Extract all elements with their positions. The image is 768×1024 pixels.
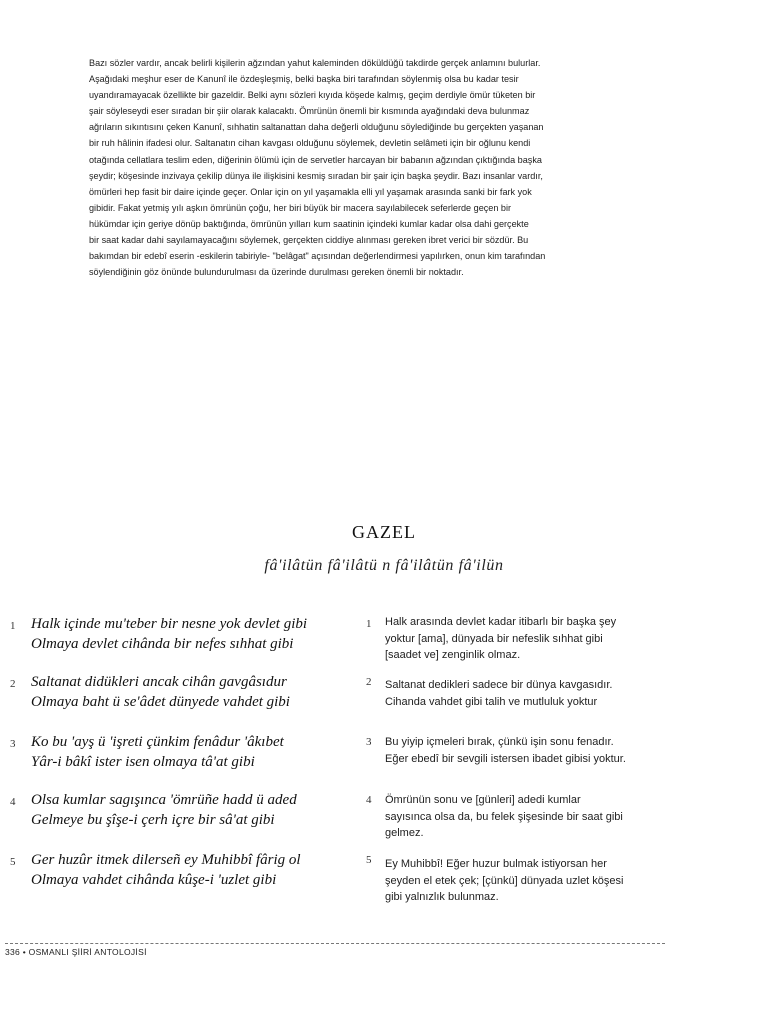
intro-line: söylendiğinin göz önünde bulundurulması da üzerinde durulması gereken önemli bir noktadır. <box>89 267 464 278</box>
verse-text <box>31 850 351 890</box>
verse-text <box>31 614 351 654</box>
verse-text <box>31 672 351 712</box>
translation-line: gelmez. <box>385 827 424 839</box>
poem-meter: fâ'ilâtün fâ'ilâtü n fâ'ilâtün fâ'ilün <box>264 557 504 574</box>
translation-number: 4 <box>366 794 372 806</box>
translation-text <box>385 734 665 767</box>
translation-line: Saltanat dedikleri sadece bir dünya kavgasıdır. <box>385 679 613 691</box>
verse-line: Olmaya vahdet cihânda kûşe-i 'uzlet gibi <box>31 872 277 888</box>
couplet-number: 1 <box>10 620 16 632</box>
couplet-number: 3 <box>10 738 16 750</box>
verse-text <box>31 732 351 772</box>
intro-line: ömürleri hep fasit bir daire içinde geçer. Onlar için on yıl yaşamakla elli yıl yaşamak arasında sanki bir fark yok <box>89 186 532 197</box>
translation-line: Bu yiyip içmeleri bırak, çünkü işin sonu fenadır. <box>385 736 614 748</box>
verse-line: Saltanat didükleri ancak cihân gavgâsıdur <box>31 674 287 690</box>
intro-line: şeydir; köşesinde inzivaya çekilip dünya ile ilişkisini kesmiş sıradan bir şair için başka şeydir. Bazı insanlar vardır, <box>89 170 543 181</box>
intro-paragraph <box>89 55 665 280</box>
verse-line: Olmaya baht ü se'âdet dünyede vahdet gibi <box>31 694 290 710</box>
couplet-number: 2 <box>10 678 16 690</box>
translation-number: 1 <box>366 618 372 630</box>
verse-line: Halk içinde mu'teber bir nesne yok devlet gibi <box>31 616 308 632</box>
translation-line: Cihanda vahdet gibi talih ve mutluluk yoktur <box>385 695 598 708</box>
translation-line: Eğer ebedî bir sevgili istersen ibadet gibisi yoktur. <box>385 752 626 765</box>
page-footer: 336 • OSMANLI ŞİİRİ ANTOLOJİSİ <box>5 947 147 957</box>
intro-line: otağında cellatlara teslim eden, diğerinin ölümü için de servetler harcayan bir babanın ağzından çıktığında başka <box>89 154 542 165</box>
translation-line: Ömrünün sonu ve [günleri] adedi kumlar <box>385 794 581 806</box>
footer-divider <box>5 943 665 944</box>
verse-line: Gelmeye bu şîşe-i çerh içre bir sâ'at gibi <box>31 812 275 828</box>
intro-line: bir ruh hâlinin ifadesi olur. Saltanatın cihan kavgası olduğunu söylemek, devletin selâmeti için bir oğlunu kendi <box>89 138 531 149</box>
translation-number: 2 <box>366 676 372 688</box>
verse-line: Ger huzûr itmek dilerseñ ey Muhibbî fârig ol <box>31 852 301 868</box>
verse-line: Olsa kumlar sagışınca 'ömrüñe hadd ü aded <box>31 792 297 808</box>
intro-line: uyandıramayacak özellikte bir gazeldir. Belki aynı sözleri kıyıda köşede kalmış, geçim derdiyle ömür tüketen bir <box>89 90 536 101</box>
intro-line: şair söyleseydi eser sıradan bir şiir olarak kalacaktı. Ömrünün önemli bir kısmında ayağındaki deva bulunmaz <box>89 106 530 117</box>
translation-text <box>385 677 665 710</box>
translation-line: yoktur [ama], dünyada bir nefeslik sıhhat gibi <box>385 632 603 645</box>
intro-line: hükümdar için geriye dönüp baktığında, ömrünün yılları kum saatinin içindeki kumlar kadar olsa dahi gerçekte <box>89 218 529 229</box>
translation-line: şeyden el etek çek; [çünkü] dünyada uzlet köşesi <box>385 874 624 887</box>
intro-line: ağrıların sıkıntısını çeken Kanunî, sıhhatin saltanattan daha değerli olduğunu söylediğinde bu gerçekten yaşanan <box>89 122 544 133</box>
translation-text <box>385 614 665 664</box>
verse-text <box>31 790 351 830</box>
translation-line: [saadet ve] zenginlik olmaz. <box>385 649 521 661</box>
intro-line: Bazı sözler vardır, ancak belirli kişilerin ağzından yahut kaleminden döküldüğü takdirde gerçek anlamını bulurlar. <box>89 58 541 68</box>
couplet-number: 4 <box>10 796 16 808</box>
translation-number: 5 <box>366 854 372 866</box>
intro-line: bir saat kadar dahi sayılamayacağını söylemek, gerçekten ciddiye alınması gereken ibret verici bir sözdür. Bu <box>89 235 529 246</box>
verse-line: Yâr-i bâkî ister isen olmaya tâ'at gibi <box>31 754 255 770</box>
intro-line: bakımdan bir edebî eserin -eskilerin tabiriyle- "belâgat" açısından değerlendirmesi yapılırken, onun kim tarafından <box>89 251 546 262</box>
verse-line: Olmaya devlet cihânda bir nefes sıhhat gibi <box>31 636 294 652</box>
translation-number: 3 <box>366 736 372 748</box>
translation-line: gibi yalnızlık bulunmaz. <box>385 891 499 903</box>
translation-line: Ey Muhibbî! Eğer huzur bulmak istiyorsan her <box>385 858 607 870</box>
poem-title: GAZEL <box>352 522 416 542</box>
translation-text <box>385 792 665 842</box>
translation-text <box>385 856 665 906</box>
intro-line: Aşağıdaki meşhur eser de Kanunî ile özdeşleşmiş, belki başka biri tarafından söylenmiş olsa bu kadar tesir <box>89 74 519 85</box>
couplet-number: 5 <box>10 856 16 868</box>
translation-line: sayısınca olsa da, bu felek şişesinde bir saat gibi <box>385 810 623 823</box>
intro-line: gibidir. Fakat yetmiş yılı aşkın ömrünün çoğu, her biri büyük bir macera sayılabilecek seferlerde geçen bir <box>89 202 512 213</box>
verse-line: Ko bu 'ayş ü 'işreti çünkim fenâdur 'âkıbet <box>31 734 284 750</box>
translation-line: Halk arasında devlet kadar itibarlı bir başka şey <box>385 616 617 628</box>
